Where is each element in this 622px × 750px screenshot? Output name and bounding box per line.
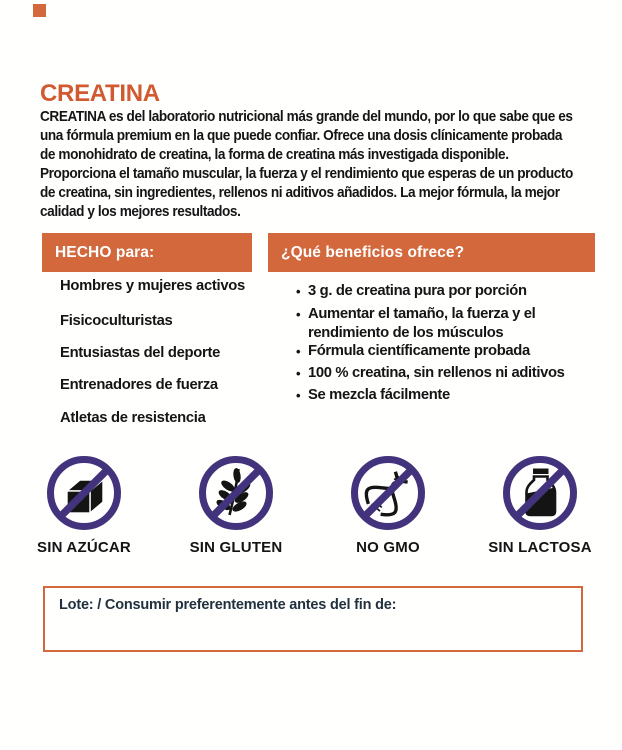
badge-no-sugar xyxy=(14,455,154,556)
benefit-item xyxy=(296,364,565,383)
page-title: CREATINA xyxy=(40,80,160,107)
badge-label: SIN AZÚCAR xyxy=(37,539,131,556)
badge-label: NO GMO xyxy=(356,539,420,556)
bullet-dot: • xyxy=(296,307,301,322)
benefit-text: Fórmula científicamente probada xyxy=(308,343,530,359)
badge-no-gmo xyxy=(318,455,458,556)
badge-no-lactose xyxy=(470,455,610,556)
made-for-item: Entrenadores de fuerza xyxy=(60,377,218,393)
intro-line: Proporciona el tamaño muscular, la fuerza y el rendimiento que esperas de un producto xyxy=(40,166,573,182)
benefit-item xyxy=(296,342,530,361)
benefit-text: rendimiento de los músculos xyxy=(308,325,504,341)
intro-line: CREATINA es del laboratorio nutricional más grande del mundo, por lo que sabe que es xyxy=(40,109,573,125)
benefit-text: 3 g. de creatina pura por porción xyxy=(308,283,527,299)
benefit-text: Aumentar el tamaño, la fuerza y el xyxy=(308,306,536,322)
badge-no-gluten xyxy=(166,455,306,556)
bullet-dot: • xyxy=(296,344,301,359)
made-for-header: HECHO para: xyxy=(42,233,252,272)
intro-line: una fórmula premium en la que puede confiar. Ofrece una dosis clínicamente probada xyxy=(40,128,563,144)
made-for-item: Hombres y mujeres activos xyxy=(60,278,245,294)
lot-label: Lote: / Consumir preferentemente antes del fin de: xyxy=(59,597,397,613)
bullet-dot: • xyxy=(296,284,301,299)
intro-line: de creatina, sin ingredientes, rellenos ni aditivos añadidos. La mejor fórmula, la mejor xyxy=(40,185,560,201)
bullet-dot: • xyxy=(296,388,301,403)
prohibition-slash xyxy=(364,469,411,516)
made-for-item: Entusiastas del deporte xyxy=(60,345,221,361)
benefit-item xyxy=(296,386,450,405)
sugar-cube-prohibited-icon xyxy=(46,455,122,531)
bullet-dot: • xyxy=(296,366,301,381)
milk-bottle-prohibited-icon xyxy=(502,455,578,531)
benefits-header: ¿Qué beneficios ofrece? xyxy=(268,233,595,272)
benefit-item xyxy=(296,305,535,343)
badge-label: SIN LACTOSA xyxy=(488,539,592,556)
benefit-text: Se mezcla fácilmente xyxy=(308,387,450,403)
benefit-item xyxy=(296,282,527,301)
made-for-item: Fisicoculturistas xyxy=(60,313,173,329)
benefit-text: 100 % creatina, sin rellenos ni aditivos xyxy=(308,365,565,381)
lot-box xyxy=(43,586,583,652)
wheat-prohibited-icon xyxy=(198,455,274,531)
made-for-item: Atletas de resistencia xyxy=(60,410,206,426)
brand-square xyxy=(33,4,46,17)
intro-line: calidad y los mejores resultados. xyxy=(40,204,241,220)
dna-prohibited-icon xyxy=(350,455,426,531)
intro-paragraph xyxy=(40,108,619,222)
badge-label: SIN GLUTEN xyxy=(189,539,283,556)
intro-line: de monohidrato de creatina, la forma de creatina más investigada disponible. xyxy=(40,147,509,163)
